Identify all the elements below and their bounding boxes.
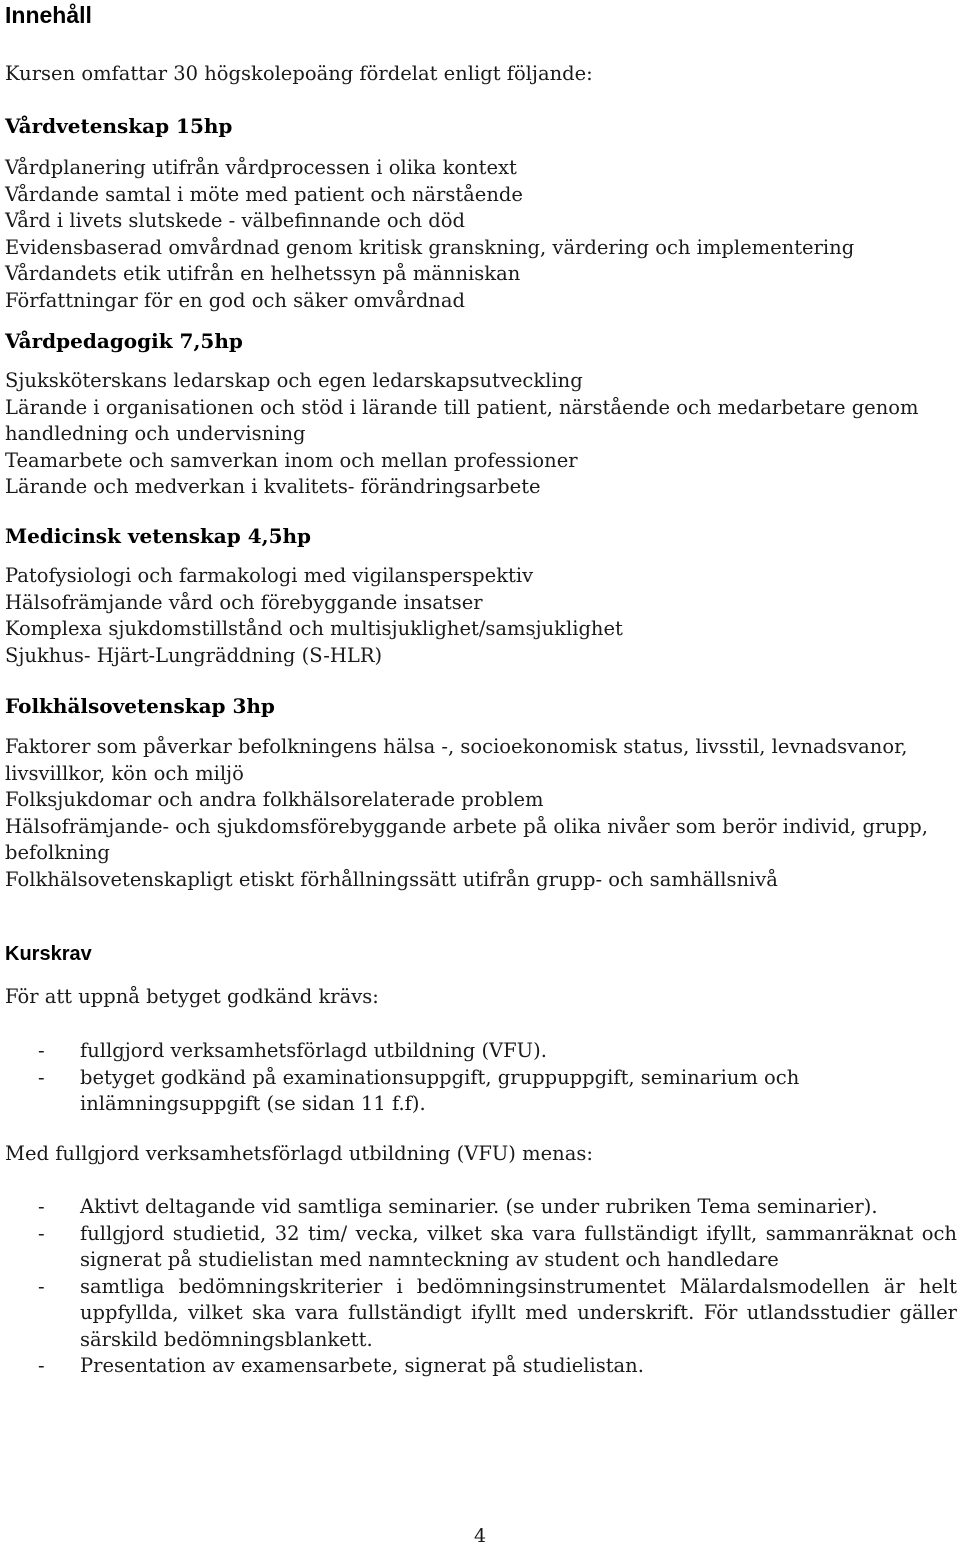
requirement-list <box>5 1038 957 1118</box>
section-list-vardpedagogik <box>5 368 957 501</box>
list-item: Folkhälsovetenskapligt etiskt förhållningssätt utifrån grupp- och samhällsnivå <box>5 867 778 891</box>
page-heading: Innehåll <box>5 2 92 28</box>
list-item: Författningar för en god och säker omvårdnad <box>5 288 465 312</box>
section-title-vardvetenskap: Vårdvetenskap 15hp <box>5 114 233 138</box>
dash-bullet: - <box>38 1354 45 1377</box>
list-item: Faktorer som påverkar befolkningens hälsa -, socioekonomisk status, livsstil, levnadsvanor, livsvillkor, kön och miljö <box>5 735 908 785</box>
list-item: Lärande och medverkan i kvalitets- förändringsarbete <box>5 475 541 498</box>
section-title-medicinsk-vetenskap: Medicinsk vetenskap 4,5hp <box>5 524 312 548</box>
intro-text: Kursen omfattar 30 högskolepoäng fördelat enligt följande: <box>5 62 593 85</box>
list-item: Sjukhus- Hjärt-Lungräddning (S-HLR) <box>5 643 383 667</box>
vfu-text: fullgjord studietid, 32 tim/ vecka, vilket ska vara fullständigt ifyllt, sammanräknat och signerat på studielistan med namnteckning av student och handledare <box>80 1221 957 1271</box>
requirement-text: betyget godkänd på examinationsuppgift, gruppuppgift, seminarium och inlämningsuppgift (se sidan 11 f.f). <box>80 1065 800 1115</box>
vfu-item <box>5 1353 957 1380</box>
list-item: Vård i livets slutskede - välbefinnande och död <box>5 209 465 232</box>
list-item: Komplexa sjukdomstillstånd och multisjuklighet/samsjuklighet <box>5 617 623 640</box>
list-item: Vårdplanering utifrån vårdprocessen i olika kontext <box>5 156 517 179</box>
list-item: Sjuksköterskans ledarskap och egen ledarskapsutveckling <box>5 369 583 392</box>
vfu-text: samtliga bedömningskriterier i bedömningsinstrumentet Mälardalsmodellen är helt uppfyllda, vilket ska vara fullständigt ifyllt med underskrift. För utlandsstudier gäller särskild bedömningsblankett. <box>80 1274 957 1351</box>
vfu-item <box>5 1221 957 1274</box>
vfu-text: Aktivt deltagande vid samtliga seminarier. (se under rubriken Tema seminarier). <box>80 1195 878 1218</box>
section-list-medicinsk-vetenskap <box>5 563 957 669</box>
vfu-item <box>5 1194 957 1221</box>
kurskrav-heading: Kurskrav <box>5 943 92 965</box>
vfu-item <box>5 1274 957 1354</box>
requirement-item <box>5 1038 957 1065</box>
list-item: Folksjukdomar och andra folkhälsorelaterade problem <box>5 788 544 811</box>
section-list-folkhalsovetenskap <box>5 734 957 893</box>
requirement-item <box>5 1065 840 1118</box>
page-number: 4 <box>473 1525 487 1547</box>
vfu-list <box>5 1194 957 1380</box>
section-list-vardvetenskap <box>5 155 957 314</box>
list-item: Vårdandets etik utifrån en helhetssyn på människan <box>5 262 521 285</box>
dash-bullet: - <box>38 1221 45 1245</box>
vfu-text: Presentation av examensarbete, signerat på studielistan. <box>80 1354 644 1377</box>
section-title-vardpedagogik: Vårdpedagogik 7,5hp <box>5 329 243 353</box>
list-item: Teamarbete och samverkan inom och mellan professioner <box>5 448 578 472</box>
list-item: Evidensbaserad omvårdnad genom kritisk granskning, värdering och implementering <box>5 235 855 259</box>
dash-bullet: - <box>38 1195 45 1218</box>
requirement-text: fullgjord verksamhetsförlagd utbildning (VFU). <box>80 1039 547 1062</box>
list-item: Hälsofrämjande vård och förebyggande insatser <box>5 590 483 614</box>
dash-bullet: - <box>38 1274 45 1298</box>
dash-bullet: - <box>38 1039 45 1062</box>
list-item: Patofysiologi och farmakologi med vigilansperspektiv <box>5 564 534 587</box>
dash-bullet: - <box>38 1065 45 1089</box>
section-title-folkhalsovetenskap: Folkhälsovetenskap 3hp <box>5 694 275 718</box>
list-item: Vårdande samtal i möte med patient och närstående <box>5 182 523 206</box>
vfu-intro: Med fullgjord verksamhetsförlagd utbildning (VFU) menas: <box>5 1142 593 1165</box>
list-item: Lärande i organisationen och stöd i lärande till patient, närstående och medarbetare genom handledning och undervisning <box>5 395 919 445</box>
kurskrav-intro: För att uppnå betyget godkänd krävs: <box>5 985 379 1008</box>
list-item: Hälsofrämjande- och sjukdomsförebyggande arbete på olika nivåer som berör individ, grupp, befolkning <box>5 814 928 864</box>
